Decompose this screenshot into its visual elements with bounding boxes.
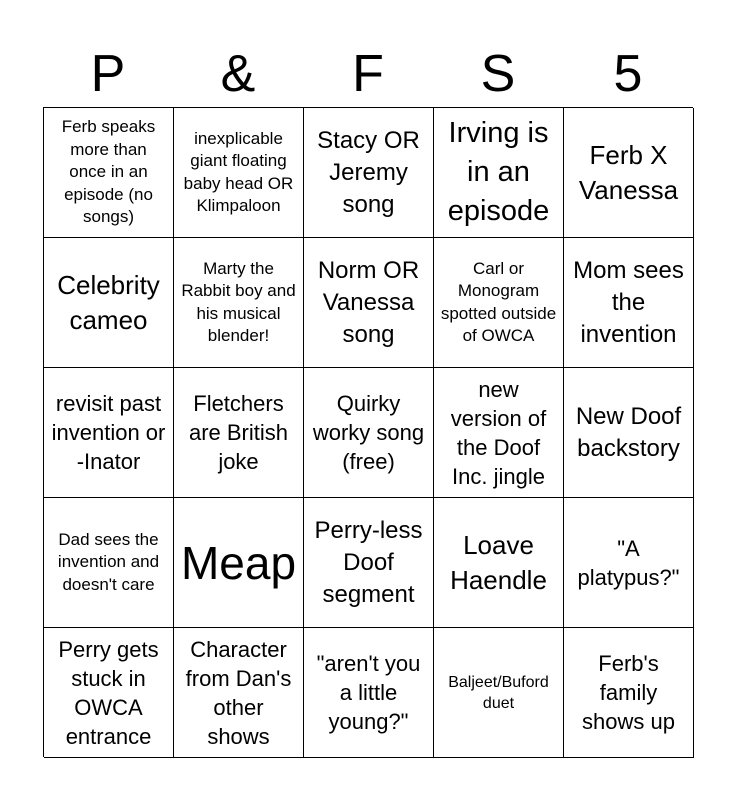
- bingo-cell[interactable]: [434, 628, 564, 758]
- cell-label: new version of the Doof Inc. jingle: [450, 376, 547, 489]
- bingo-cell[interactable]: [304, 238, 434, 368]
- bingo-header: [43, 40, 693, 108]
- cell-label: Character from Dan's other shows: [185, 636, 292, 749]
- bingo-cell[interactable]: [564, 628, 694, 758]
- bingo-cell[interactable]: [304, 108, 434, 238]
- bingo-cell[interactable]: [44, 108, 174, 238]
- bingo-cell[interactable]: [564, 498, 694, 628]
- bingo-cell[interactable]: [564, 238, 694, 368]
- bingo-cell[interactable]: [434, 108, 564, 238]
- header-letter-1: P: [90, 45, 126, 103]
- bingo-cell free-space[interactable]: [304, 368, 434, 498]
- cell-label: "A platypus?": [577, 535, 680, 590]
- bingo-cell[interactable]: [434, 238, 564, 368]
- header-letter-4: S: [480, 45, 516, 103]
- cell-label: Celebrity cameo: [57, 269, 160, 335]
- cell-label: Baljeet/Buford duet: [448, 673, 549, 712]
- cell-label: inexplicable giant floating baby head OR Klimpaloon: [183, 128, 294, 215]
- cell-label: "aren't you a little young?": [316, 651, 421, 734]
- header-letter-2: &: [220, 45, 256, 103]
- header-letter-3: F: [352, 45, 384, 103]
- cell-label: Fletchers are British joke: [188, 391, 289, 474]
- cell-label: Carl or Monogram spotted outside of OWCA: [440, 258, 557, 345]
- bingo-cell[interactable]: [304, 498, 434, 628]
- cell-label: Marty the Rabbit boy and his musical blender!: [181, 258, 296, 345]
- bingo-cell[interactable]: [434, 368, 564, 498]
- bingo-cell[interactable]: [174, 368, 304, 498]
- cell-label: Mom sees the invention: [573, 256, 684, 348]
- cell-label: Meap: [180, 536, 297, 589]
- header-letter-5: 5: [613, 45, 643, 103]
- cell-label: Ferb's family shows up: [582, 651, 675, 734]
- cell-label: revisit past invention or -Inator: [51, 391, 166, 474]
- cell-label: Quirky worky song (free): [312, 391, 425, 474]
- bingo-cell[interactable]: [564, 108, 694, 238]
- cell-label: Perry gets stuck in OWCA entrance: [58, 636, 159, 749]
- bingo-cell[interactable]: [304, 628, 434, 758]
- cell-label: Ferb X Vanessa: [578, 139, 679, 205]
- cell-label: Perry-less Doof segment: [314, 516, 423, 608]
- cell-label: Irving is in an episode: [447, 117, 550, 227]
- bingo-cell[interactable]: [174, 108, 304, 238]
- bingo-cell[interactable]: [44, 498, 174, 628]
- bingo-cell[interactable]: [174, 238, 304, 368]
- cell-label: Ferb speaks more than once in an episode (no songs): [61, 117, 156, 227]
- cell-label: New Doof backstory: [575, 402, 682, 462]
- cell-label: Norm OR Vanessa song: [317, 256, 420, 348]
- cell-label: Loave Haendle: [450, 529, 547, 595]
- cell-label: Dad sees the invention and doesn't care: [57, 529, 160, 594]
- bingo-cell[interactable]: [564, 368, 694, 498]
- bingo-cell[interactable]: [44, 628, 174, 758]
- bingo-cell[interactable]: [434, 498, 564, 628]
- bingo-cell[interactable]: [44, 368, 174, 498]
- bingo-cell[interactable]: [174, 628, 304, 758]
- bingo-board: [43, 107, 693, 757]
- cell-label: Stacy OR Jeremy song: [317, 126, 420, 218]
- bingo-cell[interactable]: [174, 498, 304, 628]
- bingo-cell[interactable]: [44, 238, 174, 368]
